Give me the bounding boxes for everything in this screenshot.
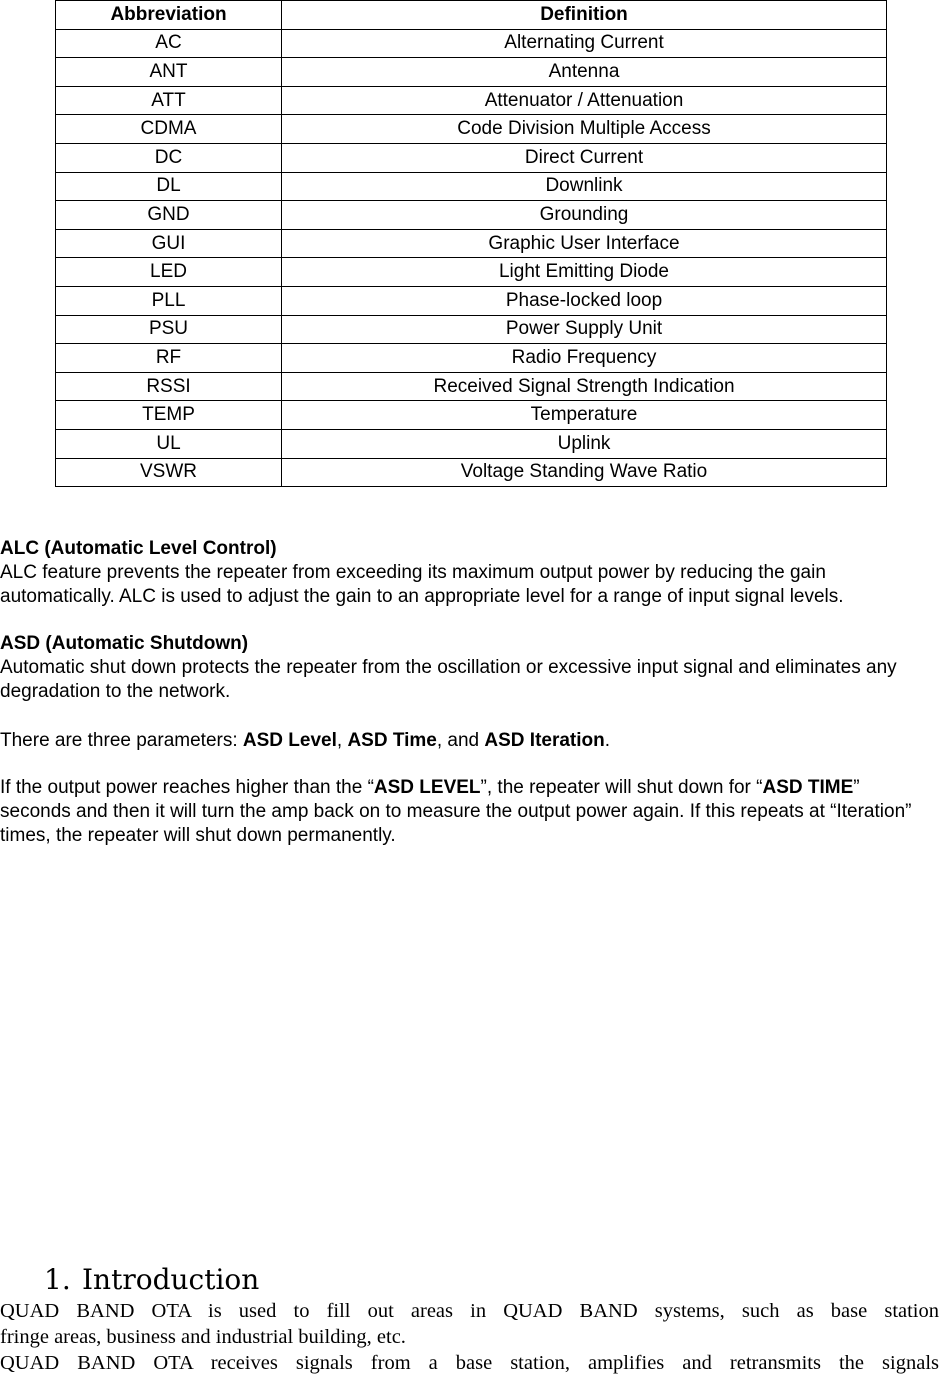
asd-time-term: ASD Time	[347, 730, 437, 751]
table-row	[56, 315, 887, 344]
abbreviation-cell: TEMP	[56, 401, 282, 430]
column-header-definition: Definition	[282, 1, 887, 30]
intro-title-text: Introduction	[82, 1263, 260, 1296]
asd-params-sep2: , and	[436, 730, 485, 751]
definition-cell: Received Signal Strength Indication	[282, 372, 887, 401]
alc-heading: ALC (Automatic Level Control)	[0, 538, 277, 559]
table-row	[56, 58, 887, 87]
asd-iteration-term: ASD Iteration	[484, 730, 605, 751]
definition-cell: Direct Current	[282, 143, 887, 172]
abbreviation-cell: VSWR	[56, 458, 282, 487]
column-header-abbreviation: Abbreviation	[56, 1, 282, 30]
definition-cell: Grounding	[282, 201, 887, 230]
asd-params-sep1: ,	[336, 730, 348, 751]
asd-detail-part1: If the output power reaches higher than the “	[0, 777, 374, 798]
asd-detail	[0, 776, 935, 848]
table-row	[56, 172, 887, 201]
asd-body: Automatic shut down protects the repeater from the oscillation or excessive input signal and eliminates any degradation to the network.	[0, 657, 897, 702]
definition-cell: Alternating Current	[282, 29, 887, 58]
definition-cell: Power Supply Unit	[282, 315, 887, 344]
definition-cell: Phase-locked loop	[282, 286, 887, 315]
abbreviation-cell: PSU	[56, 315, 282, 344]
asd-detail-part3: ” seconds and then it will turn the amp back on to measure the output power again. If this repeats at “Iteration” times, the repeater will shut down permanently.	[0, 777, 912, 846]
definition-cell: Downlink	[282, 172, 887, 201]
abbreviation-cell: CDMA	[56, 115, 282, 144]
abbreviation-cell: LED	[56, 258, 282, 287]
table-row	[56, 372, 887, 401]
abbreviation-cell: DL	[56, 172, 282, 201]
definition-cell: Temperature	[282, 401, 887, 430]
abbreviation-cell: GND	[56, 201, 282, 230]
definition-cell: Code Division Multiple Access	[282, 115, 887, 144]
alc-section	[0, 537, 935, 609]
intro-section-number: 1.	[44, 1263, 71, 1296]
definition-cell: Graphic User Interface	[282, 229, 887, 258]
table-row	[56, 29, 887, 58]
abbreviation-cell: UL	[56, 429, 282, 458]
asd-parameters	[0, 729, 935, 753]
table-row	[56, 143, 887, 172]
intro-p1-line1: QUAD BAND OTA is used to fill out areas in QUAD BAND systems, such as base station	[0, 1300, 939, 1322]
alc-body: ALC feature prevents the repeater from exceeding its maximum output power by reducing the gain automatically. ALC is used to adjust the gain to an appropriate level for a range of input signal levels.	[0, 562, 844, 607]
table-row	[56, 344, 887, 373]
definition-cell: Uplink	[282, 429, 887, 458]
asd-detail-text	[0, 776, 935, 848]
abbreviation-cell: RSSI	[56, 372, 282, 401]
table-header-row	[56, 1, 887, 30]
definition-cell: Antenna	[282, 58, 887, 87]
abbreviation-cell: RF	[56, 344, 282, 373]
definition-cell: Radio Frequency	[282, 344, 887, 373]
definition-cell: Voltage Standing Wave Ratio	[282, 458, 887, 487]
definition-cell: Attenuator / Attenuation	[282, 86, 887, 115]
intro-heading	[44, 1262, 259, 1298]
table-body	[56, 29, 887, 487]
asd-detail-part2: ”, the repeater will shut down for “	[480, 777, 763, 798]
asd-parameters-text	[0, 729, 935, 753]
abbreviation-cell: DC	[56, 143, 282, 172]
table-row	[56, 201, 887, 230]
intro-p1-line2: fringe areas, business and industrial building, etc.	[0, 1326, 406, 1348]
abbreviation-table	[55, 0, 887, 487]
abbreviation-cell: PLL	[56, 286, 282, 315]
table-row	[56, 429, 887, 458]
abbreviation-cell: ANT	[56, 58, 282, 87]
asd-params-prefix: There are three parameters:	[0, 730, 243, 751]
table-row	[56, 458, 887, 487]
definition-cell: Light Emitting Diode	[282, 258, 887, 287]
asd-level-keyword: ASD LEVEL	[373, 777, 481, 798]
abbreviation-cell: GUI	[56, 229, 282, 258]
asd-level-term: ASD Level	[242, 730, 337, 751]
asd-section	[0, 632, 935, 704]
asd-heading: ASD (Automatic Shutdown)	[0, 633, 249, 654]
table-row	[56, 115, 887, 144]
table-row	[56, 258, 887, 287]
abbreviation-cell: ATT	[56, 86, 282, 115]
table-row	[56, 86, 887, 115]
table-row	[56, 286, 887, 315]
asd-params-end: .	[604, 730, 611, 751]
asd-time-keyword: ASD TIME	[762, 777, 854, 798]
abbreviation-cell: AC	[56, 29, 282, 58]
intro-p2-line1: QUAD BAND OTA receives signals from a base station, amplifies and retransmits the signals	[0, 1352, 939, 1374]
intro-body	[0, 1298, 939, 1376]
table-row	[56, 401, 887, 430]
table-row	[56, 229, 887, 258]
